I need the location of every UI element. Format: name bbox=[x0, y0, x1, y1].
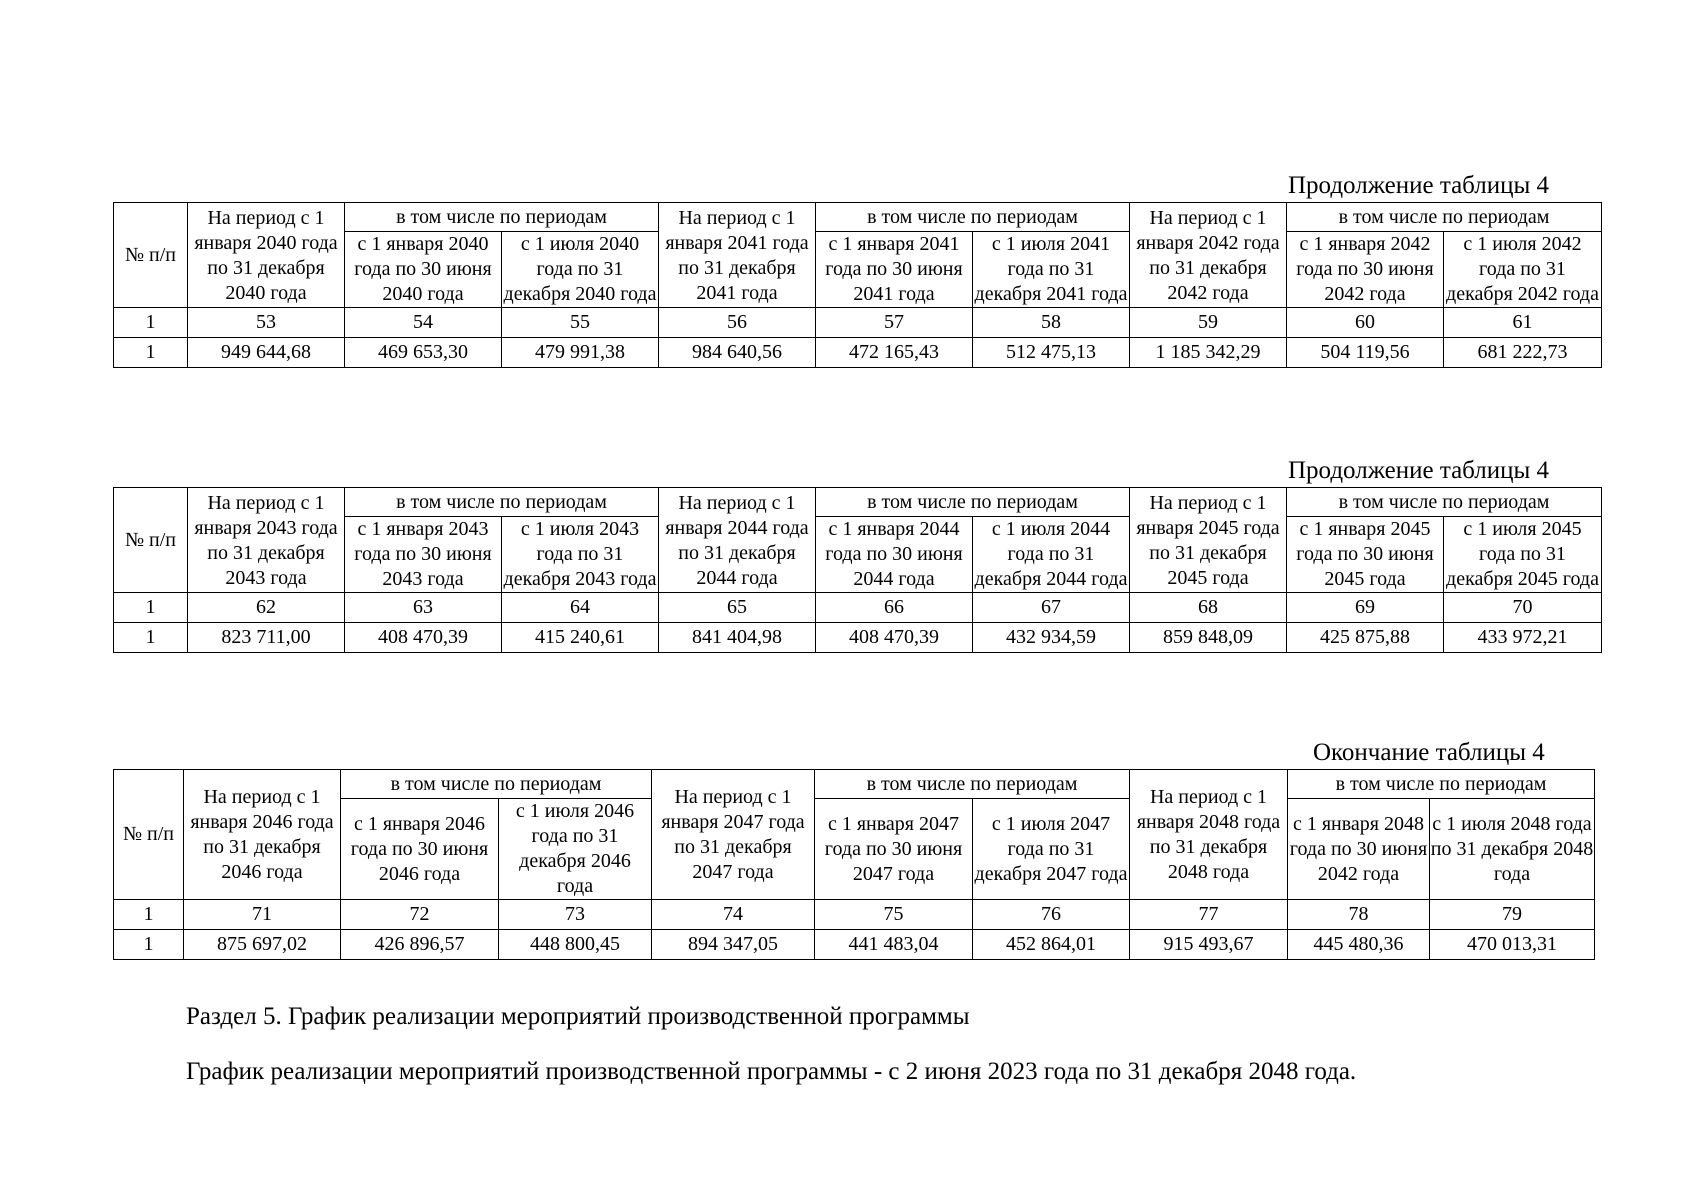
table-cell: 64 bbox=[502, 593, 659, 623]
table-cell: 1 bbox=[114, 930, 184, 960]
table-cell: 984 640,56 bbox=[659, 338, 816, 368]
table-cell: 875 697,02 bbox=[184, 930, 341, 960]
subperiod-header: с 1 июля 2043 года по 31 декабря 2043 года bbox=[502, 517, 659, 593]
table-cell: 71 bbox=[184, 900, 341, 930]
table-cell: 69 bbox=[1287, 593, 1444, 623]
table-cell: 75 bbox=[815, 900, 973, 930]
subperiods-header: в том числе по периодам bbox=[815, 770, 1130, 799]
table-cell: 425 875,88 bbox=[1287, 623, 1444, 653]
table-cell: 60 bbox=[1287, 308, 1444, 338]
table-cell: 448 800,45 bbox=[499, 930, 652, 960]
table-cell: 74 bbox=[652, 900, 815, 930]
table-cell: 70 bbox=[1444, 593, 1602, 623]
table-cell: 58 bbox=[973, 308, 1130, 338]
table-row bbox=[114, 593, 1602, 623]
subperiod-header: с 1 января 2047 года по 30 июня 2047 года bbox=[815, 799, 973, 900]
table-row bbox=[114, 930, 1595, 960]
number-header: № п/п bbox=[114, 488, 188, 593]
table-cell: 915 493,67 bbox=[1130, 930, 1288, 960]
table-cell: 479 991,38 bbox=[502, 338, 659, 368]
table-cell: 53 bbox=[188, 308, 345, 338]
table-cell: 63 bbox=[345, 593, 502, 623]
table-cell: 72 bbox=[341, 900, 499, 930]
subperiods-header: в том числе по периодам bbox=[1287, 203, 1602, 232]
table-caption-1: Продолжение таблицы 4 bbox=[1288, 172, 1550, 199]
table-cell: 470 013,31 bbox=[1430, 930, 1595, 960]
table-cell: 79 bbox=[1430, 900, 1595, 930]
subperiod-header: с 1 июля 2040 года по 31 декабря 2040 года bbox=[502, 232, 659, 308]
table-cell: 512 475,13 bbox=[973, 338, 1130, 368]
subperiod-header: с 1 января 2046 года по 30 июня 2046 года bbox=[341, 799, 499, 900]
table-cell: 433 972,21 bbox=[1444, 623, 1602, 653]
table-cell: 62 bbox=[188, 593, 345, 623]
subperiod-header: с 1 января 2041 года по 30 июня 2041 года bbox=[816, 232, 973, 308]
subperiod-header: с 1 июля 2046 года по 31 декабря 2046 года bbox=[499, 799, 652, 900]
subperiods-header: в том числе по периодам bbox=[345, 488, 659, 517]
subperiod-header: с 1 июля 2041 года по 31 декабря 2041 года bbox=[973, 232, 1130, 308]
table-caption-2: Продолжение таблицы 4 bbox=[1288, 457, 1550, 484]
table-cell: 859 848,09 bbox=[1130, 623, 1287, 653]
subperiod-header: с 1 января 2042 года по 30 июня 2042 года bbox=[1287, 232, 1444, 308]
table-cell: 54 bbox=[345, 308, 502, 338]
period-header: На период с 1 января 2048 года по 31 декабря 2048 года bbox=[1130, 770, 1288, 900]
table-cell: 55 bbox=[502, 308, 659, 338]
table-cell: 841 404,98 bbox=[659, 623, 816, 653]
table-row bbox=[114, 623, 1602, 653]
period-header: На период с 1 января 2043 года по 31 декабря 2043 года bbox=[188, 488, 345, 593]
table-cell: 77 bbox=[1130, 900, 1288, 930]
subperiods-header: в том числе по периодам bbox=[1287, 488, 1602, 517]
subperiods-header: в том числе по периодам bbox=[1288, 770, 1595, 799]
table-cell: 76 bbox=[973, 900, 1130, 930]
section-text: График реализации мероприятий производственной программы - с 2 июня 2023 года по 31 декабря 2048 года. bbox=[186, 1058, 1357, 1085]
table-cell: 1 bbox=[114, 900, 184, 930]
table-cell: 504 119,56 bbox=[1287, 338, 1444, 368]
table-cell: 408 470,39 bbox=[345, 623, 502, 653]
table-cell: 415 240,61 bbox=[502, 623, 659, 653]
table-cell: 67 bbox=[973, 593, 1130, 623]
table-cell: 66 bbox=[816, 593, 973, 623]
period-header: На период с 1 января 2040 года по 31 декабря 2040 года bbox=[188, 203, 345, 308]
subperiods-header: в том числе по периодам bbox=[816, 203, 1130, 232]
table-cell: 61 bbox=[1444, 308, 1602, 338]
subperiods-header: в том числе по периодам bbox=[341, 770, 652, 799]
subperiods-header: в том числе по периодам bbox=[816, 488, 1130, 517]
table-cell: 56 bbox=[659, 308, 816, 338]
table-cell: 65 bbox=[659, 593, 816, 623]
period-header: На период с 1 января 2042 года по 31 декабря 2042 года bbox=[1130, 203, 1287, 308]
table-cell: 452 864,01 bbox=[973, 930, 1130, 960]
table-cell: 445 480,36 bbox=[1288, 930, 1430, 960]
data-table-2 bbox=[113, 487, 1602, 653]
section-title: Раздел 5. График реализации мероприятий производственной программы bbox=[186, 1003, 970, 1030]
table-cell: 68 bbox=[1130, 593, 1287, 623]
data-table-3 bbox=[113, 769, 1595, 960]
table-cell: 432 934,59 bbox=[973, 623, 1130, 653]
table-row bbox=[114, 308, 1602, 338]
number-header: № п/п bbox=[114, 770, 184, 900]
table-cell: 1 bbox=[114, 593, 188, 623]
subperiod-header: с 1 января 2044 года по 30 июня 2044 года bbox=[816, 517, 973, 593]
period-header: На период с 1 января 2047 года по 31 декабря 2047 года bbox=[652, 770, 815, 900]
subperiod-header: с 1 января 2043 года по 30 июня 2043 года bbox=[345, 517, 502, 593]
table-cell: 59 bbox=[1130, 308, 1287, 338]
table-cell: 441 483,04 bbox=[815, 930, 973, 960]
subperiods-header: в том числе по периодам bbox=[345, 203, 659, 232]
table-cell: 78 bbox=[1288, 900, 1430, 930]
subperiod-header: с 1 июля 2048 года по 31 декабря 2048 года bbox=[1430, 799, 1595, 900]
table-cell: 472 165,43 bbox=[816, 338, 973, 368]
table-cell: 681 222,73 bbox=[1444, 338, 1602, 368]
table-cell: 469 653,30 bbox=[345, 338, 502, 368]
subperiod-header: с 1 июля 2047 года по 31 декабря 2047 года bbox=[973, 799, 1130, 900]
table-cell: 1 185 342,29 bbox=[1130, 338, 1287, 368]
period-header: На период с 1 января 2041 года по 31 декабря 2041 года bbox=[659, 203, 816, 308]
subperiod-header: с 1 июля 2045 года по 31 декабря 2045 года bbox=[1444, 517, 1602, 593]
table-cell: 894 347,05 bbox=[652, 930, 815, 960]
subperiod-header: с 1 июля 2042 года по 31 декабря 2042 года bbox=[1444, 232, 1602, 308]
subperiod-header: с 1 января 2048 года по 30 июня 2042 года bbox=[1288, 799, 1430, 900]
subperiod-header: с 1 января 2045 года по 30 июня 2045 года bbox=[1287, 517, 1444, 593]
table-cell: 408 470,39 bbox=[816, 623, 973, 653]
period-header: На период с 1 января 2045 года по 31 декабря 2045 года bbox=[1130, 488, 1287, 593]
subperiod-header: с 1 июля 2044 года по 31 декабря 2044 года bbox=[973, 517, 1130, 593]
data-table-1 bbox=[113, 202, 1602, 368]
table-row bbox=[114, 900, 1595, 930]
number-header: № п/п bbox=[114, 203, 188, 308]
table-cell: 73 bbox=[499, 900, 652, 930]
table-caption-3: Окончание таблицы 4 bbox=[1313, 739, 1545, 766]
table-cell: 1 bbox=[114, 338, 188, 368]
period-header: На период с 1 января 2046 года по 31 декабря 2046 года bbox=[184, 770, 341, 900]
table-cell: 57 bbox=[816, 308, 973, 338]
table-row bbox=[114, 338, 1602, 368]
table-cell: 823 711,00 bbox=[188, 623, 345, 653]
table-cell: 949 644,68 bbox=[188, 338, 345, 368]
period-header: На период с 1 января 2044 года по 31 декабря 2044 года bbox=[659, 488, 816, 593]
table-cell: 1 bbox=[114, 308, 188, 338]
subperiod-header: с 1 января 2040 года по 30 июня 2040 года bbox=[345, 232, 502, 308]
table-cell: 426 896,57 bbox=[341, 930, 499, 960]
table-cell: 1 bbox=[114, 623, 188, 653]
